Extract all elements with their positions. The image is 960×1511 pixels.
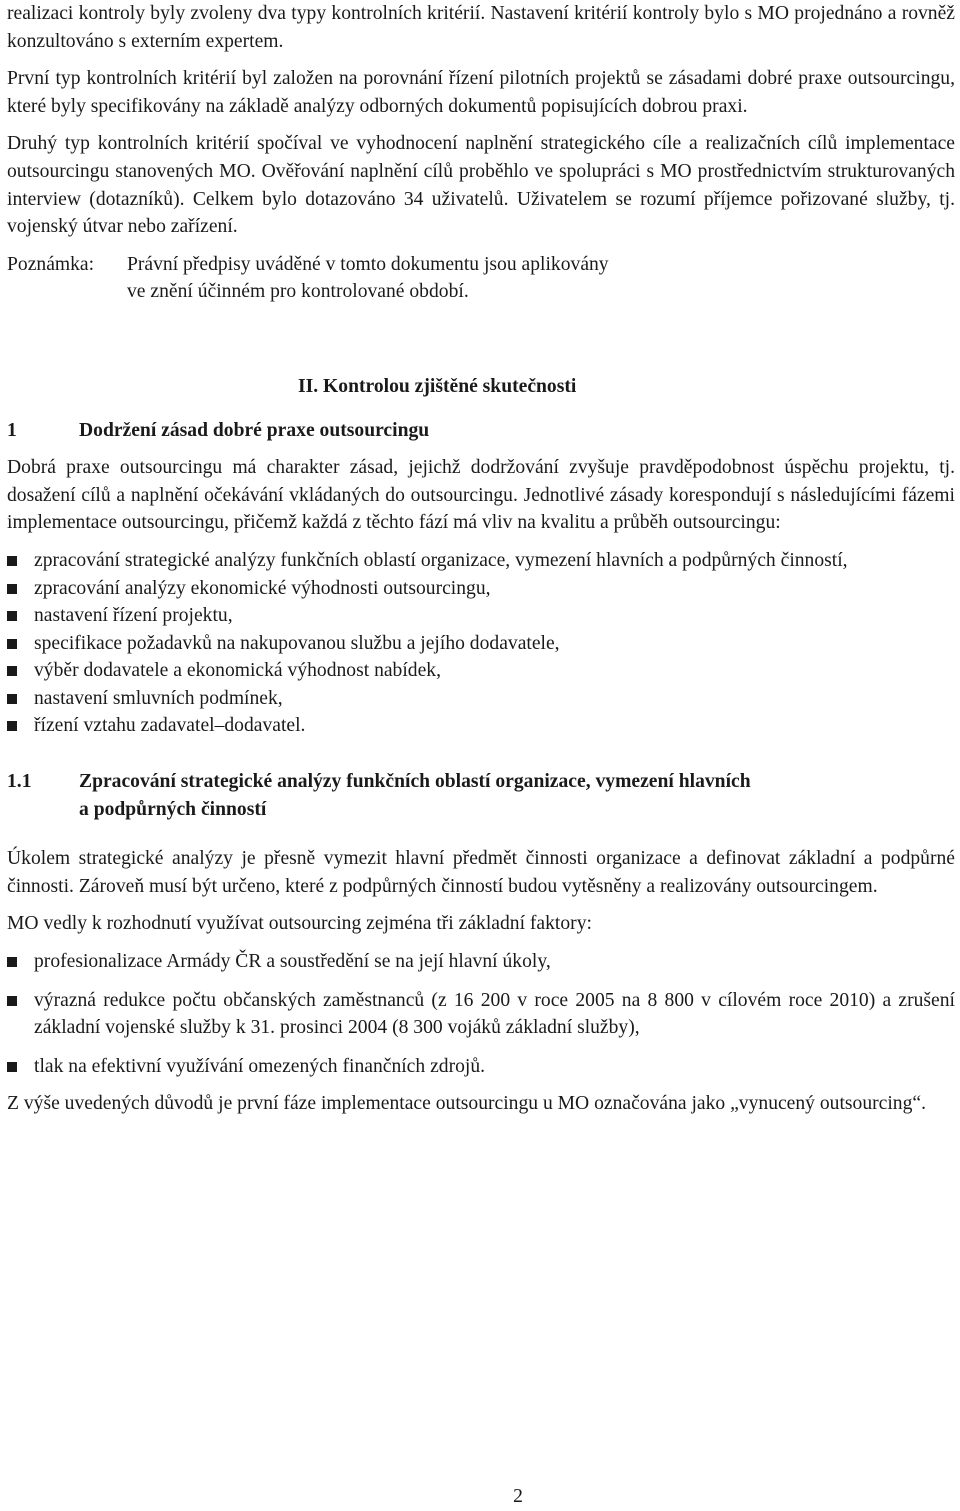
square-bullet-icon bbox=[7, 721, 17, 731]
heading-2 bbox=[7, 768, 955, 823]
square-bullet-icon bbox=[7, 639, 17, 649]
note-line-1: Právní předpisy uváděné v tomto dokumentu jsou aplikovány bbox=[127, 253, 609, 275]
square-bullet-icon bbox=[7, 694, 17, 704]
square-bullet-icon bbox=[7, 611, 17, 621]
phase-list-item bbox=[7, 685, 955, 713]
intro-paragraph-3: Druhý typ kontrolních kritérií spočíval ve vyhodnocení naplnění strategického cíle a realizačních cílů implementace outsourcingu stanovených MO. Ověřování naplnění cílů proběhlo ve spolupráci s MO prostřednictvím strukturovaných interview (dotazníků). Celkem bylo dotazováno 34 uživatelů. Uživatelem se rozumí příjemce pořizované služby, tj. vojenský útvar nebo zařízení. bbox=[7, 133, 955, 238]
phase-list-item-text: zpracování analýzy ekonomické výhodnosti outsourcingu, bbox=[34, 577, 491, 599]
heading-2-line-2: a podpůrných činností bbox=[79, 798, 267, 820]
square-bullet-icon bbox=[7, 957, 17, 967]
note-text bbox=[127, 251, 609, 306]
factor-list-item bbox=[7, 1053, 955, 1081]
factor-list-item-text: tlak na efektivní využívání omezených finančních zdrojů. bbox=[34, 1055, 486, 1077]
heading-1-paragraph: Dobrá praxe outsourcingu má charakter zásad, jejichž dodržování zvyšuje pravděpodobnost úspěchu projektu, tj. dosažení cílů a naplnění očekávání vkládaných do outsourcingu. Jednotlivé zásady korespondují s následujícími fázemi implementace outsourcingu, přičemž každá z těchto fází má vliv na kvalitu a průběh outsourcingu: bbox=[7, 457, 955, 534]
heading-2-line-1: Zpracování strategické analýzy funkčních oblastí organizace, vymezení hlavních bbox=[79, 771, 751, 793]
conclusion-paragraph: Z výše uvedených důvodů je první fáze implementace outsourcingu u MO označována jako „vynucený outsourcing“. bbox=[7, 1093, 926, 1115]
note-block bbox=[7, 251, 955, 306]
heading-2-number: 1.1 bbox=[7, 771, 32, 793]
phase-list-item-text: zpracování strategické analýzy funkčních oblastí organizace, vymezení hlavních a podpůrných činností, bbox=[34, 549, 848, 571]
phase-list-item bbox=[7, 657, 955, 685]
phase-list-item-text: řízení vztahu zadavatel–dodavatel. bbox=[34, 715, 306, 737]
page-number: 2 bbox=[513, 1486, 523, 1507]
square-bullet-icon bbox=[7, 584, 17, 594]
square-bullet-icon bbox=[7, 556, 17, 566]
heading-1 bbox=[7, 417, 955, 445]
intro-paragraph-2: První typ kontrolních kritérií byl založen na porovnání řízení pilotních projektů se zásadami dobré praxe outsourcingu, které byly specifikovány na základě analýzy odborných dokumentů popisujících dobrou praxi. bbox=[7, 68, 955, 117]
phase-list-item-text: nastavení řízení projektu, bbox=[34, 605, 233, 627]
phase-list-item bbox=[7, 602, 955, 630]
square-bullet-icon bbox=[7, 666, 17, 676]
heading-2-paragraph-1: Úkolem strategické analýzy je přesně vymezit hlavní předmět činnosti organizace a definovat základní a podpůrné činnosti. Zároveň musí být určeno, které z podpůrných činností budou vytěsněny a realizovány outsourcingem. bbox=[7, 848, 955, 897]
phase-list-item bbox=[7, 547, 955, 575]
heading-2-paragraph-2: MO vedly k rozhodnutí využívat outsourcing zejména tři základní faktory: bbox=[7, 913, 592, 935]
heading-1-text: Dodržení zásad dobré praxe outsourcingu bbox=[79, 419, 430, 441]
phase-list-item-text: výběr dodavatele a ekonomická výhodnost nabídek, bbox=[34, 660, 441, 682]
phases-list bbox=[7, 547, 955, 740]
phase-list-item-text: specifikace požadavků na nakupovanou službu a jejího dodavatele, bbox=[34, 632, 560, 654]
square-bullet-icon bbox=[7, 1062, 17, 1072]
phase-list-item bbox=[7, 630, 955, 658]
heading-1-number: 1 bbox=[7, 419, 17, 441]
section-title: II. Kontrolou zjištěné skutečnosti bbox=[298, 375, 577, 397]
document-page bbox=[7, 0, 955, 1118]
note-line-2: ve znění účinném pro kontrolované období. bbox=[127, 281, 469, 303]
square-bullet-icon bbox=[7, 996, 17, 1006]
phase-list-item bbox=[7, 575, 955, 603]
factor-list-item-text: profesionalizace Armády ČR a soustředění se na její hlavní úkoly, bbox=[34, 951, 551, 973]
factor-list-item-text: výrazná redukce počtu občanských zaměstnanců (z 16 200 v roce 2005 na 8 800 v cílovém roce 2010) a zrušení základní vojenské služby k 31. prosinci 2004 (8 300 vojáků základní služby), bbox=[34, 989, 955, 1039]
note-label: Poznámka: bbox=[7, 253, 95, 275]
heading-2-text bbox=[79, 768, 751, 823]
factor-list-item bbox=[7, 987, 955, 1042]
intro-paragraph-1: realizaci kontroly byly zvoleny dva typy kontrolních kritérií. Nastavení kritérií kontroly bylo s MO projednáno a rovněž konzultováno s externím expertem. bbox=[7, 3, 955, 52]
factor-list-item bbox=[7, 948, 955, 976]
phase-list-item bbox=[7, 712, 955, 740]
phase-list-item-text: nastavení smluvních podmínek, bbox=[34, 687, 283, 709]
factors-list bbox=[7, 948, 955, 1080]
